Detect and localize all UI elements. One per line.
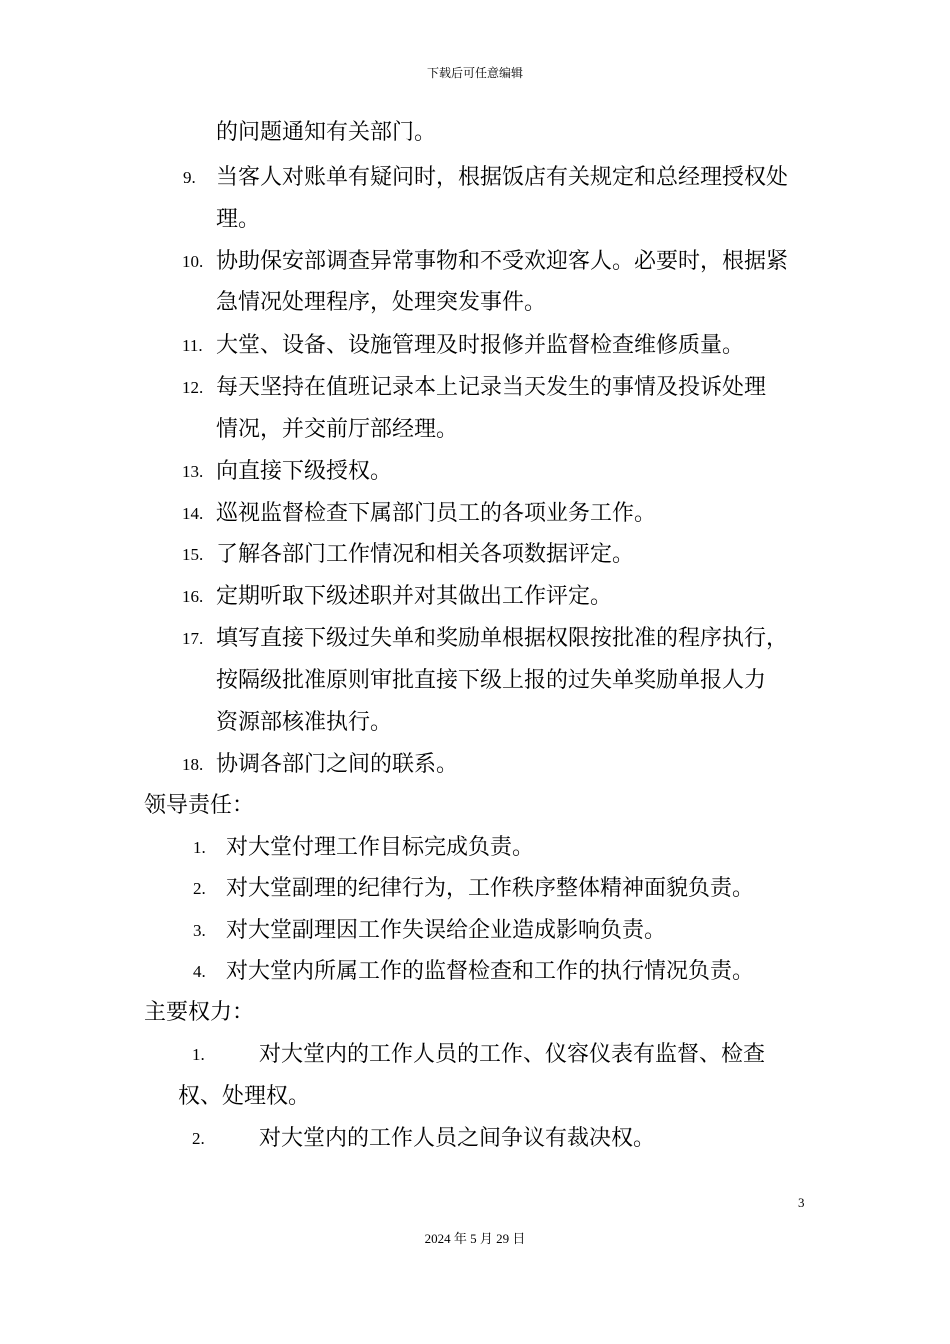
leadership-heading: 领导责任： bbox=[144, 793, 255, 818]
duty-item-10-number: 10. bbox=[182, 252, 204, 271]
duty-item-13-number: 13. bbox=[182, 462, 204, 481]
powers-heading: 主要权力： bbox=[144, 1000, 255, 1025]
page-number: 3 bbox=[798, 1195, 805, 1210]
duty-item-11-number: 11. bbox=[182, 336, 203, 355]
duty-item-17-line-3: 资源部核准执行。 bbox=[216, 710, 393, 735]
leadership-item-2-text: 对大堂副理的纪律行为，工作秩序整体精神面貌负责。 bbox=[226, 876, 755, 901]
duty-item-17-number: 17. bbox=[182, 629, 204, 648]
duty-item-16-number: 16. bbox=[182, 587, 204, 606]
powers-item-1-line-1: 对大堂内的工作人员的工作、仪容仪表有监督、检查 bbox=[259, 1042, 766, 1067]
duty-item-8-line-2: 的问题通知有关部门。 bbox=[216, 120, 437, 145]
duty-item-9-line-1: 当客人对账单有疑问时，根据饭店有关规定和总经理授权处 bbox=[216, 165, 789, 190]
duty-item-14-line-1: 巡视监督检查下属部门员工的各项业务工作。 bbox=[216, 501, 657, 526]
leadership-item-2-number: 2. bbox=[193, 879, 206, 898]
duty-item-12-number: 12. bbox=[182, 378, 204, 397]
duty-item-16-line-1: 定期听取下级述职并对其做出工作评定。 bbox=[216, 584, 613, 609]
powers-item-2-number: 2. bbox=[192, 1129, 205, 1148]
duty-item-18-number: 18. bbox=[182, 755, 204, 774]
duty-item-15-number: 15. bbox=[182, 545, 204, 564]
duty-item-18-line-1: 协调各部门之间的联系。 bbox=[216, 752, 459, 777]
duty-item-10-line-2: 急情况处理程序，处理突发事件。 bbox=[216, 290, 547, 315]
duty-item-12-line-1: 每天坚持在值班记录本上记录当天发生的事情及投诉处理 bbox=[216, 375, 767, 400]
duty-item-9-line-2: 理。 bbox=[216, 207, 261, 232]
leadership-item-4-text: 对大堂内所属工作的监督检查和工作的执行情况负责。 bbox=[226, 959, 755, 984]
duty-item-13-line-1: 向直接下级授权。 bbox=[216, 459, 393, 484]
duty-item-10-line-1: 协助保安部调查异常事物和不受欢迎客人。必要时，根据紧 bbox=[216, 249, 789, 274]
duty-item-14-number: 14. bbox=[182, 504, 204, 523]
leadership-item-3-text: 对大堂副理因工作失误给企业造成影响负责。 bbox=[226, 918, 667, 943]
footer-date: 2024 年 5 月 29 日 bbox=[424, 1231, 526, 1246]
powers-item-1-line-2: 权、处理权。 bbox=[178, 1084, 311, 1109]
powers-item-2-line-1: 对大堂内的工作人员之间争议有裁决权。 bbox=[259, 1126, 656, 1151]
duty-item-17-line-2: 按隔级批准原则审批直接下级上报的过失单奖励单报人力 bbox=[216, 668, 767, 693]
powers-item-1-number: 1. bbox=[192, 1045, 205, 1064]
duty-item-11-line-1: 大堂、设备、设施管理及时报修并监督检查维修质量。 bbox=[216, 333, 745, 358]
leadership-item-4-number: 4. bbox=[193, 962, 206, 981]
page-header: 下载后可任意编辑 bbox=[426, 66, 523, 80]
leadership-item-3-number: 3. bbox=[193, 921, 206, 940]
leadership-item-1-number: 1. bbox=[193, 838, 206, 857]
duty-item-17-line-1: 填写直接下级过失单和奖励单根据权限按批准的程序执行， bbox=[216, 626, 789, 651]
duty-item-15-line-1: 了解各部门工作情况和相关各项数据评定。 bbox=[216, 542, 635, 567]
leadership-item-1-text: 对大堂付理工作目标完成负责。 bbox=[226, 835, 535, 860]
duty-item-9-number: 9. bbox=[183, 168, 196, 187]
duty-item-12-line-2: 情况，并交前厅部经理。 bbox=[216, 417, 459, 442]
